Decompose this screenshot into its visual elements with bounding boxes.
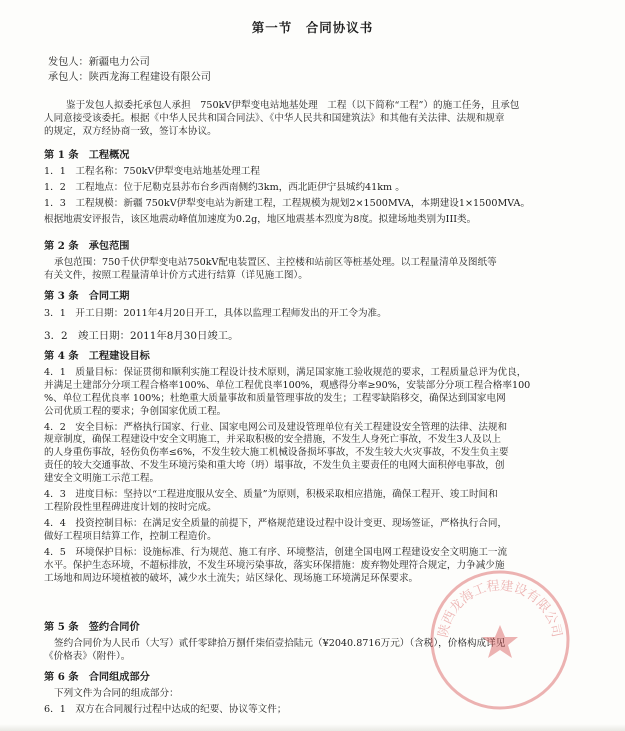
article-4 [44,350,592,586]
article-heading: 第 5 条 签约合同价 [44,621,140,633]
article-heading: 第 2 条 承包范围 [44,240,130,252]
safety-goal-line: 责任的较大交通事故、不发生环境污染和重大垮（坍）塌事故，不发生负主要责任的电网大面积停电事故，创 [44,460,505,472]
schedule-goal-line: 工程阶段性里程碑进度计划的按时完成。 [44,502,217,514]
preamble-line: 鉴于发包人拟委托承包人承担 750kV伊犁变电站地基处理 工程（以下简称“工程”）的施工任务，且承包 [66,100,520,111]
article-text: 有关文件，按照工程量清单计价方式进行结算（详见施工图）。 [44,269,308,281]
article-item: 1．3 工程规模：新疆 750kV伊犁变电站为新建工程，工程规模为规划2×1500MVA，本期建设1×1500MVA。 [44,197,531,209]
contractor-line: 承包人：陕西龙海工程建设有限公司 [48,72,211,83]
page-title: 第一节 合同协议书 [251,20,374,35]
article-1 [44,149,592,227]
environment-goal-line: 水平。保护生态环境，不超标排放，不发生环境污染事故，落实环保措施：废弃物处理符合规定，力争减少施 [44,559,505,571]
article-item: 6．1 双方在合同履行过程中达成的纪要、协议等文件； [44,703,287,715]
article-heading: 第 3 条 合同工期 [44,290,130,302]
article-5 [44,621,592,664]
article-2 [44,240,592,283]
article-item: 根据地震安评报告，该区地震动峰值加速度为0.2g，地区地震基本烈度为8度。拟建场地类别为III类。 [44,213,477,225]
schedule-goal-line: 4．3 进度目标：坚持以“工程进度服从安全、质量”为原则，积极采取相应措施，确保工程开、竣工时间和 [44,489,498,501]
safety-goal-line: 规章制度，确保工程建设中安全文明施工，并采取积极的安全措施，不发生人身死亡事故，不发生3人及以上 [44,434,502,446]
quality-goal-line: 公司优质工程的要求；争创国家优质工程。 [44,405,227,417]
contract-price: 签约合同价为人民币（大写）贰仟零肆拾万捌仟柒佰壹拾陆元（¥2040.8716万元）（含税），价格构成详见 [54,637,506,649]
completion-date: 3．2 竣工日期：2011年8月30日竣工。 [44,329,239,342]
safety-goal-line: 4．2 安全目标：严格执行国家、行业、国家电网公司及建设管理单位有关工程建设安全管理的法律、法规和 [44,421,508,433]
article-6 [44,671,592,717]
quality-goal-line: 4．1 质量目标：保证贯彻和顺利实施工程设计技术原则，满足国家施工验收规范的要求，工程质量总评为优良， [44,366,527,378]
page-bottom-edge [0,724,625,731]
article-heading: 第 4 条 工程建设目标 [44,350,150,362]
preamble [44,100,592,139]
start-date: 3．1 开工日期：2011年4月20日开工，具体以监理工程师发出的开工令为准。 [44,307,387,319]
article-item: 1．2 工程地点：位于尼勒克县苏布台乡西南侧约3km，西北距伊宁县城约41km 。 [44,181,405,193]
environment-goal-line: 工场地和周边环境植被的破坏，减少水土流失；站区绿化、现场施工环境满足环保要求。 [44,572,419,584]
cost-goal-line: 4．4 投资控制目标：在满足安全质量的前提下，严格规范建设过程中设计变更、现场签证，严格执行合同， [44,518,508,530]
preamble-line: 人同意接受该委托。根据《中华人民共和国合同法》、《中华人民共和国建筑法》和其他有关法律、法规和规章 [44,112,505,124]
article-text: 下列文件为合同的组成部分： [54,687,179,699]
safety-goal-line: 建安全文明施工示范工程。 [44,473,160,485]
article-3 [44,290,592,343]
article-item: 1．1 工程名称：750kV伊犁变电站地基处理工程 [44,165,260,177]
safety-goal-line: 的人身重伤事故，轻伤负伤率≤6%，不发生较大施工机械设备损坏事故，不发生较大火灾事故，不发生负主要 [44,447,509,459]
article-text: 承包范围：750千伏伊犁变电站750kV配电装置区、主控楼和站前区等桩基处理。以工程量清单及图纸等 [54,256,497,268]
seal-lettering: 陕西龙海工程建设有限公司 [436,578,564,639]
article-heading: 第 6 条 合同组成部分 [44,671,150,683]
preamble-line: 的规定，双方经协商一致，签订本协议。 [44,125,217,137]
quality-goal-line: 并满足土建部分分项工程合格率100%、单位工程优良率100%，观感得分率≥90%，安装部分分项工程合格率100 [44,379,531,391]
article-heading: 第 1 条 工程概况 [44,149,130,161]
cost-goal-line: 做好工程项目结算工作，控制工程造价。 [44,531,217,543]
environment-goal-line: 4．5 环境保护目标：设施标准、行为规范、施工有序、环境整洁，创建全国电网工程建设安全文明施工一流 [44,546,508,558]
employer-line: 发包人：新疆电力公司 [48,57,150,68]
quality-goal-line: %、单位工程优良率 100%；杜绝重大质量事故和质量管理事故的发生；工程零缺陷移交，确保达到国家电网 [44,392,506,404]
contract-price: 《价格表》（附件）。 [44,650,131,662]
